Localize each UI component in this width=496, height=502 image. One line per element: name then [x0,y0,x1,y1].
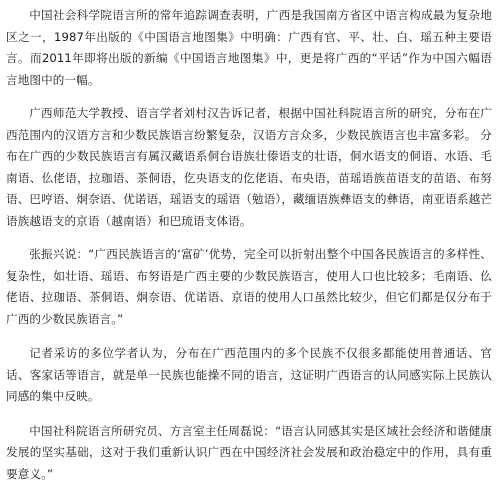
paragraph-3: 张振兴说：“广西民族语言的‘富矿’优势，完全可以折射出整个中国各民族语言的多样性、复杂性，如壮语、瑶语、布努语是广西主要的少数民族语言，使用人口也比较多；毛南语、仫佬语、拉珈语、茶侗语、炯奈语、优诺语、京语的使用人口虽然比较少，但它们都是仅分布于广西的少数民族语言。” [6,247,492,326]
paragraph-5: 中国社科院语言所研究员、方言室主任周磊说：“语言认同感其实是区域社会经济和谐健康发展的坚实基础，这对于我们重新认识广西在中国经济社会发展和政治稳定中的作用，具有重要意义。” [6,423,492,481]
paragraph-1: 中国社会科学院语言所的常年追踪调查表明，广西是我国南方省区中语言构成最为复杂地区之一，1987年出版的《中国语言地图集》中明确：广西有官、平、壮、白、瑶五种主要语言。而2011年即将出版的新编《中国语言地图集》中，更是将广西的“平话”作为中国六幅语言地图中的一幅。 [6,8,492,87]
paragraph-4: 记者采访的多位学者认为，分布在广西范围内的多个民族不仅很多都能使用普通话、官话、客家话等语言，就是单一民族也能操不同的语言，这证明广西语言的认同感实际上民族认同感的集中反映。 [6,346,492,403]
paragraph-2: 广西师范大学教授、语言学者刘村汉告诉记者，根据中国社科院语言所的研究，分布在广西范围内的汉语方言和少数民族语言纷繁复杂，汉语方言众多，少数民族语言也丰富多彩。 分布在广西的少数民族语言有属汉藏语系侗台语族壮傣语支的壮语，侗水语支的侗语、水语、毛南语、仫佬语，拉珈语、茶侗语，仡央语支的仡佬语、布央语，苗瑶语族苗语支的苗语、布努语、巴哼语、炯奈语、优诺语，瑶语支的瑶语（勉语），藏缅语族彝语支的彝语，南亚语系越芒语族越语支的京语（越南语）和巴琉语支体语。 [6,106,492,228]
article-body [6,5,492,485]
